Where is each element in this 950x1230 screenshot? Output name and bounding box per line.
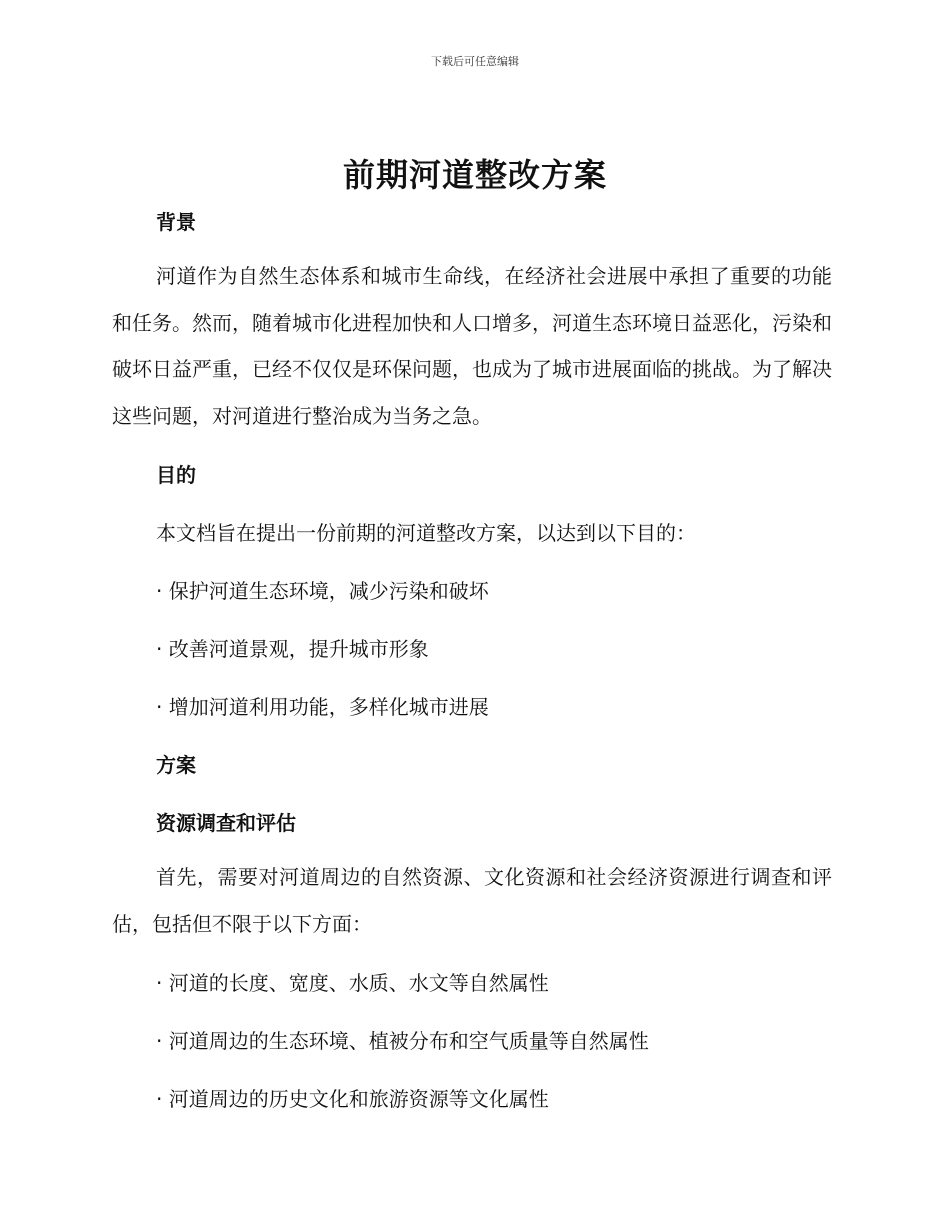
- subsection-heading-resource-survey: 资源调查和评估: [156, 811, 296, 835]
- purpose-bullet-1: · 保护河道生态环境，减少污染和破坏: [156, 579, 489, 603]
- plan-bullet-1: · 河道的长度、宽度、水质、水文等自然属性: [156, 971, 549, 995]
- section-heading-background: 背景: [156, 210, 196, 234]
- purpose-intro: 本文档旨在提出一份前期的河道整改方案，以达到以下目的：: [156, 521, 696, 545]
- section-heading-plan: 方案: [156, 753, 196, 777]
- plan-bullet-2: · 河道周边的生态环境、植被分布和空气质量等自然属性: [156, 1029, 649, 1053]
- document-body: [112, 203, 832, 1118]
- page-header-note: 下载后可任意编辑: [431, 55, 519, 68]
- document-title: 前期河道整改方案: [342, 156, 607, 194]
- plan-bullet-3: · 河道周边的历史文化和旅游资源等文化属性: [156, 1087, 549, 1111]
- plan-paragraph: 首先，需要对河道周边的自然资源、文化资源和社会经济资源进行调查和评估，包括但不限于以下方面：: [112, 865, 832, 936]
- section-heading-purpose: 目的: [156, 463, 196, 487]
- background-paragraph: 河道作为自然生态体系和城市生命线，在经济社会进展中承担了重要的功能和任务。然而，随着城市化进程加快和人口增多，河道生态环境日益恶化，污染和破坏日益严重，已经不仅仅是环保问题，也成为了城市进展面临的挑战。为了解决这些问题，对河道进行整治成为当务之急。: [112, 264, 832, 428]
- purpose-bullet-3: · 增加河道利用功能，多样化城市进展: [156, 695, 489, 719]
- purpose-bullet-2: · 改善河道景观，提升城市形象: [156, 637, 429, 661]
